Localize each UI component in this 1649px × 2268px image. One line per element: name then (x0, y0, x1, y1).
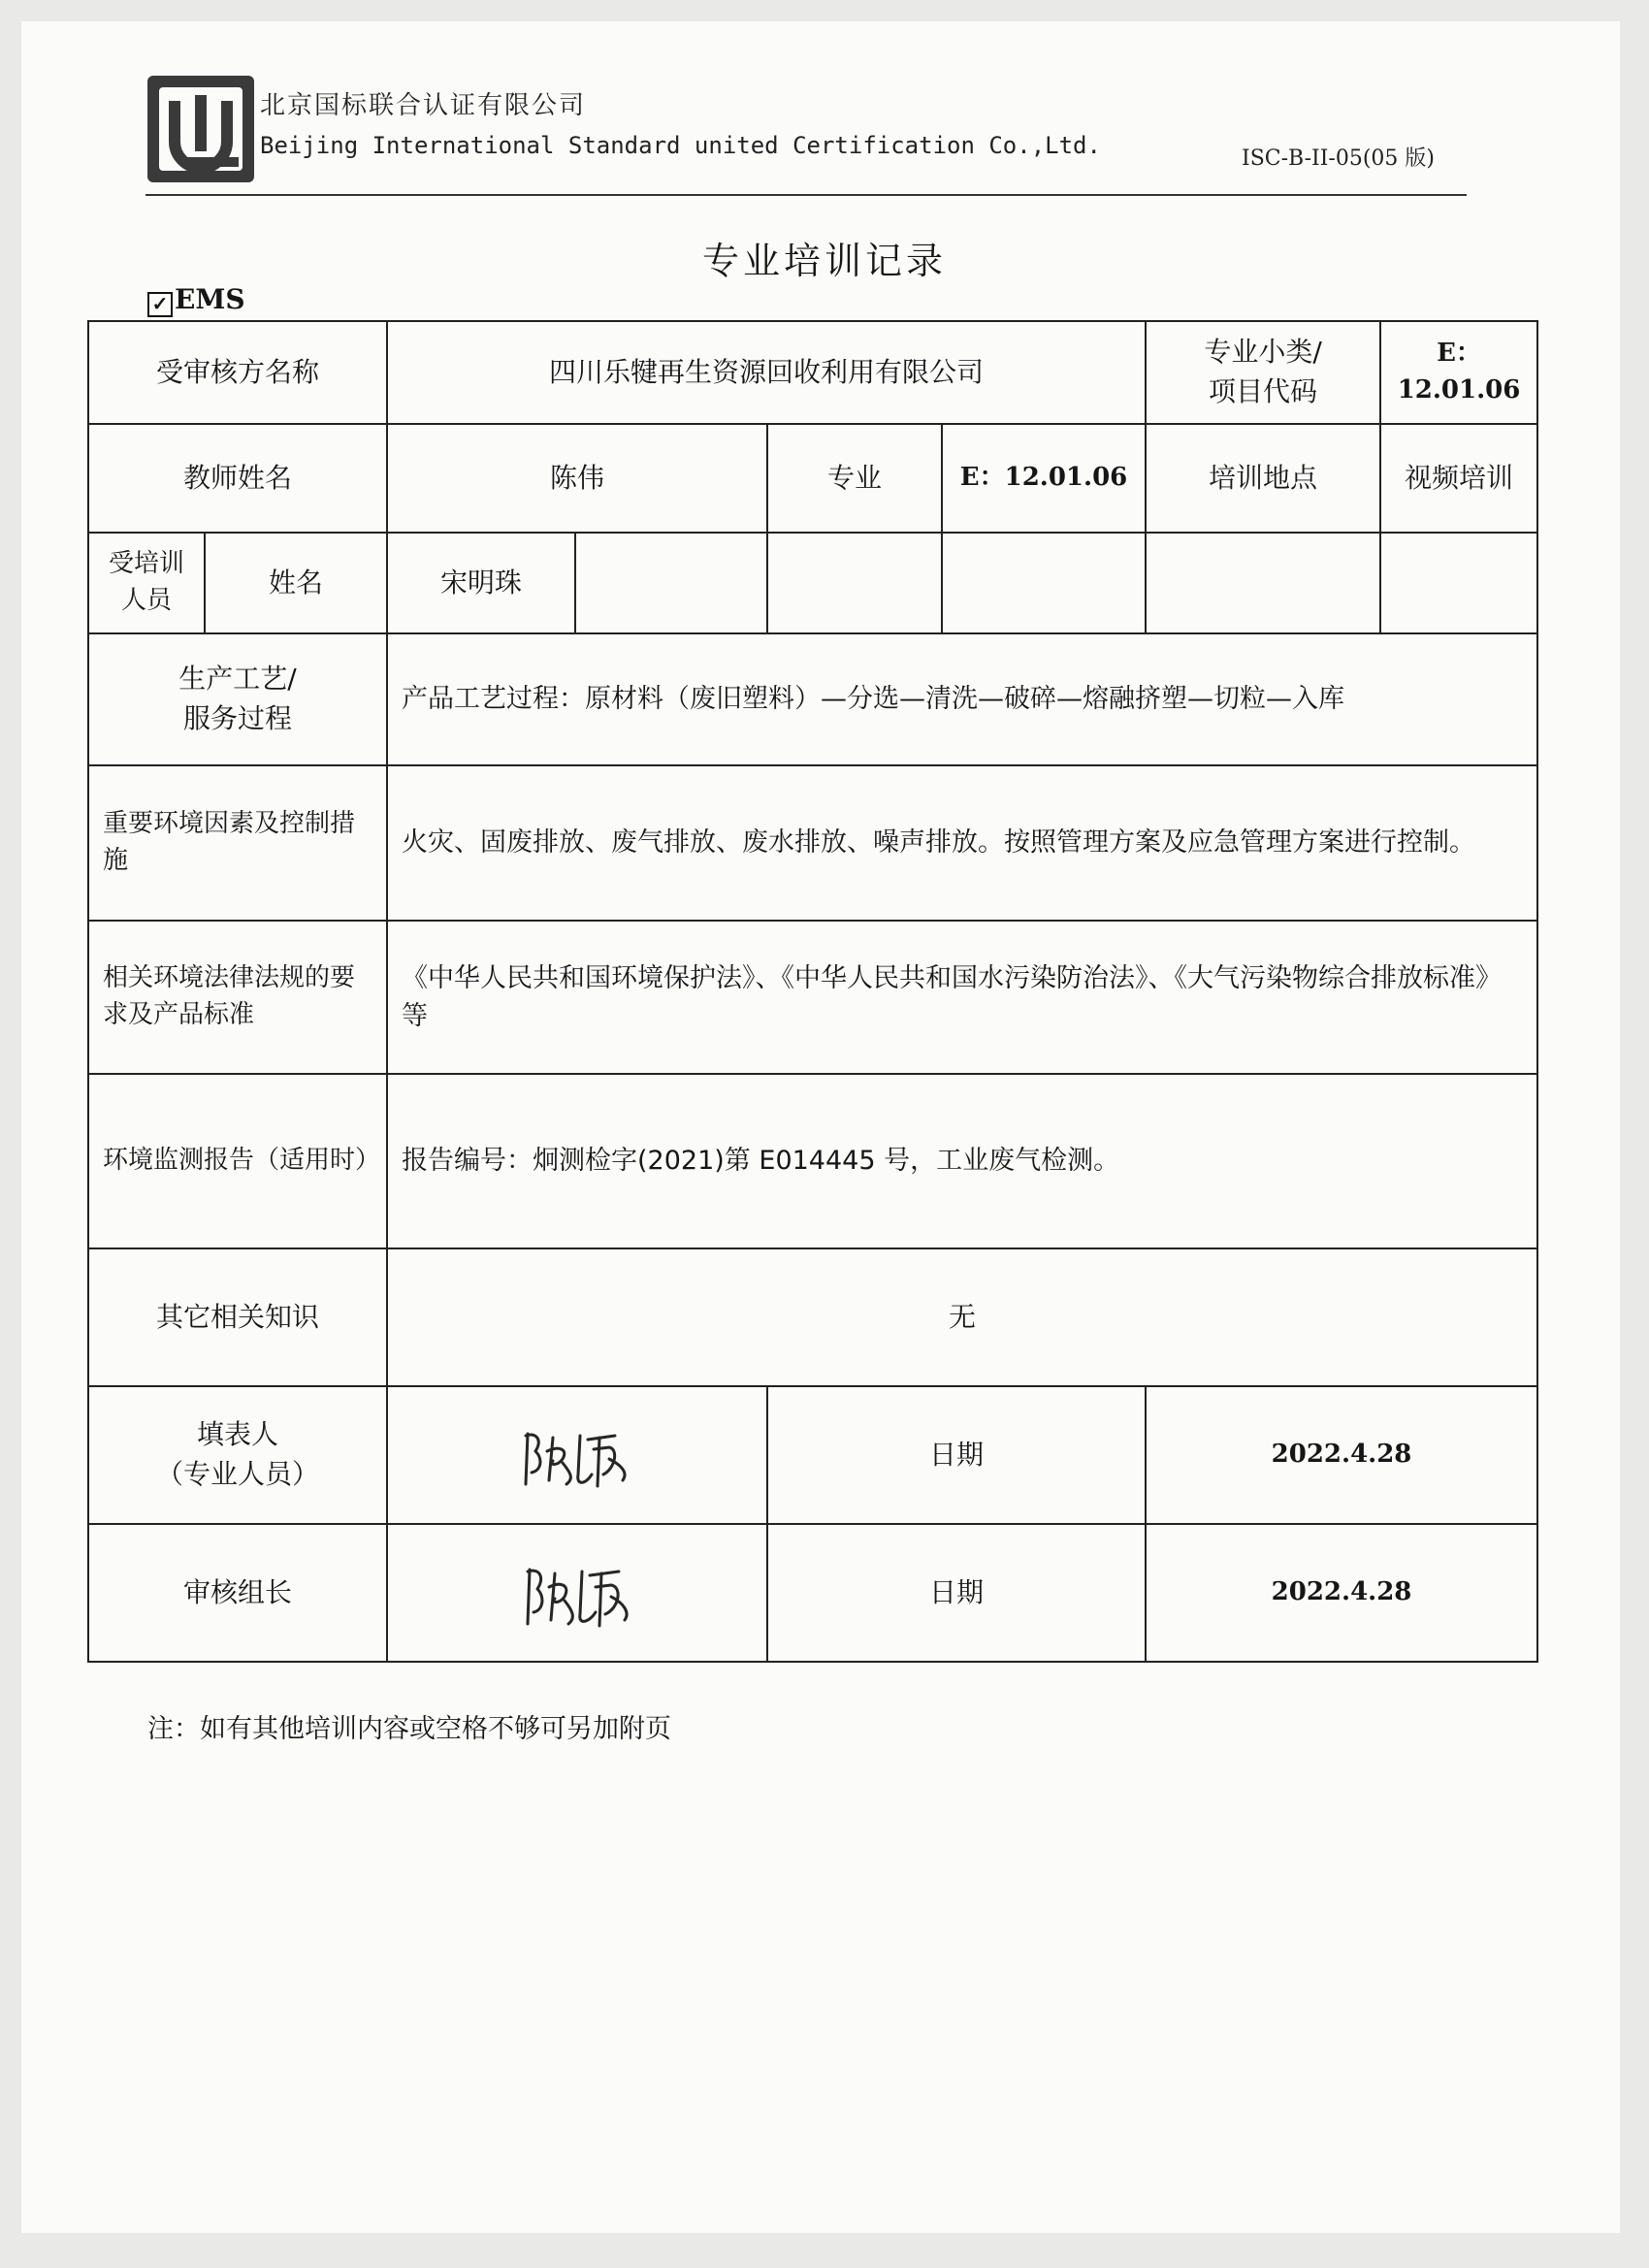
auditee-row (88, 321, 1537, 424)
teacher-row (88, 424, 1537, 533)
code-value: E：12.01.06 (1380, 321, 1537, 424)
header-divider (146, 194, 1467, 196)
filler-label: 填表人 （专业人员） (88, 1386, 387, 1524)
trainee-name-3 (767, 533, 942, 633)
env-factors-label: 重要环境因素及控制措施 (88, 765, 387, 921)
process-row (88, 633, 1537, 765)
company-name-en: Beijing International Standard united Certification Co.,Ltd. (260, 132, 1101, 159)
filler-signature (387, 1386, 767, 1524)
process-value: 产品工艺过程：原材料（废旧塑料）—分选—清洗—破碎—熔融挤塑—切粒—入库 (387, 633, 1537, 765)
footnote: 注：如有其他培训内容或空格不够可另加附页 (147, 1714, 671, 1744)
leader-date: 2022.4.28 (1146, 1524, 1537, 1662)
filler-date: 2022.4.28 (1146, 1386, 1537, 1524)
laws-value: 《中华人民共和国环境保护法》、《中华人民共和国水污染防治法》、《大气污染物综合排放标准》等 (387, 921, 1537, 1074)
handwritten-signature-icon (514, 1554, 640, 1632)
handwritten-signature-icon (514, 1416, 640, 1494)
other-value: 无 (387, 1248, 1537, 1386)
trainee-label: 受培训 人员 (88, 533, 205, 633)
leader-date-label: 日期 (767, 1524, 1146, 1662)
code-label: 专业小类/ 项目代码 (1146, 321, 1380, 424)
laws-row (88, 921, 1537, 1074)
trainee-name-2 (575, 533, 767, 633)
env-factors-value: 火灾、固废排放、废气排放、废水排放、噪声排放。按照管理方案及应急管理方案进行控制。 (387, 765, 1537, 921)
teacher-label: 教师姓名 (88, 424, 387, 533)
trainee-name-1: 宋明珠 (387, 533, 575, 633)
other-knowledge-row (88, 1248, 1537, 1386)
trainee-name-5 (1146, 533, 1380, 633)
monitoring-value: 报告编号：炯测检字(2021)第 E014445 号，工业废气检测。 (387, 1074, 1537, 1248)
document-title: 专业培训记录 (701, 240, 947, 282)
ems-scheme-tag (147, 283, 245, 317)
trainee-row (88, 533, 1537, 633)
location-value: 视频培训 (1380, 424, 1537, 533)
auditee-value: 四川乐犍再生资源回收利用有限公司 (387, 321, 1146, 424)
process-label: 生产工艺/ 服务过程 (88, 633, 387, 765)
auditee-label: 受审核方名称 (88, 321, 387, 424)
filler-row (88, 1386, 1537, 1524)
trainee-name-label: 姓名 (205, 533, 387, 633)
leader-signature (387, 1524, 767, 1662)
trainee-name-6 (1380, 533, 1537, 633)
ems-label: EMS (175, 283, 245, 315)
training-record-table (87, 320, 1538, 1663)
checkbox-checked-icon[interactable]: ✓ (147, 292, 173, 317)
monitoring-label: 环境监测报告（适用时） (88, 1074, 387, 1248)
laws-label: 相关环境法律法规的要求及产品标准 (88, 921, 387, 1074)
leader-label: 审核组长 (88, 1524, 387, 1662)
monitoring-row (88, 1074, 1537, 1248)
major-value: E：12.01.06 (942, 424, 1146, 533)
company-name-cn: 北京国标联合认证有限公司 (260, 91, 587, 120)
env-factors-row (88, 765, 1537, 921)
leader-row (88, 1524, 1537, 1662)
location-label: 培训地点 (1146, 424, 1380, 533)
other-label: 其它相关知识 (88, 1248, 387, 1386)
form-code: ISC-B-II-05(05 版) (1242, 146, 1435, 171)
isc-certification-logo (146, 74, 256, 184)
major-label: 专业 (767, 424, 942, 533)
filler-date-label: 日期 (767, 1386, 1146, 1524)
trainee-name-4 (942, 533, 1146, 633)
teacher-value: 陈伟 (387, 424, 767, 533)
